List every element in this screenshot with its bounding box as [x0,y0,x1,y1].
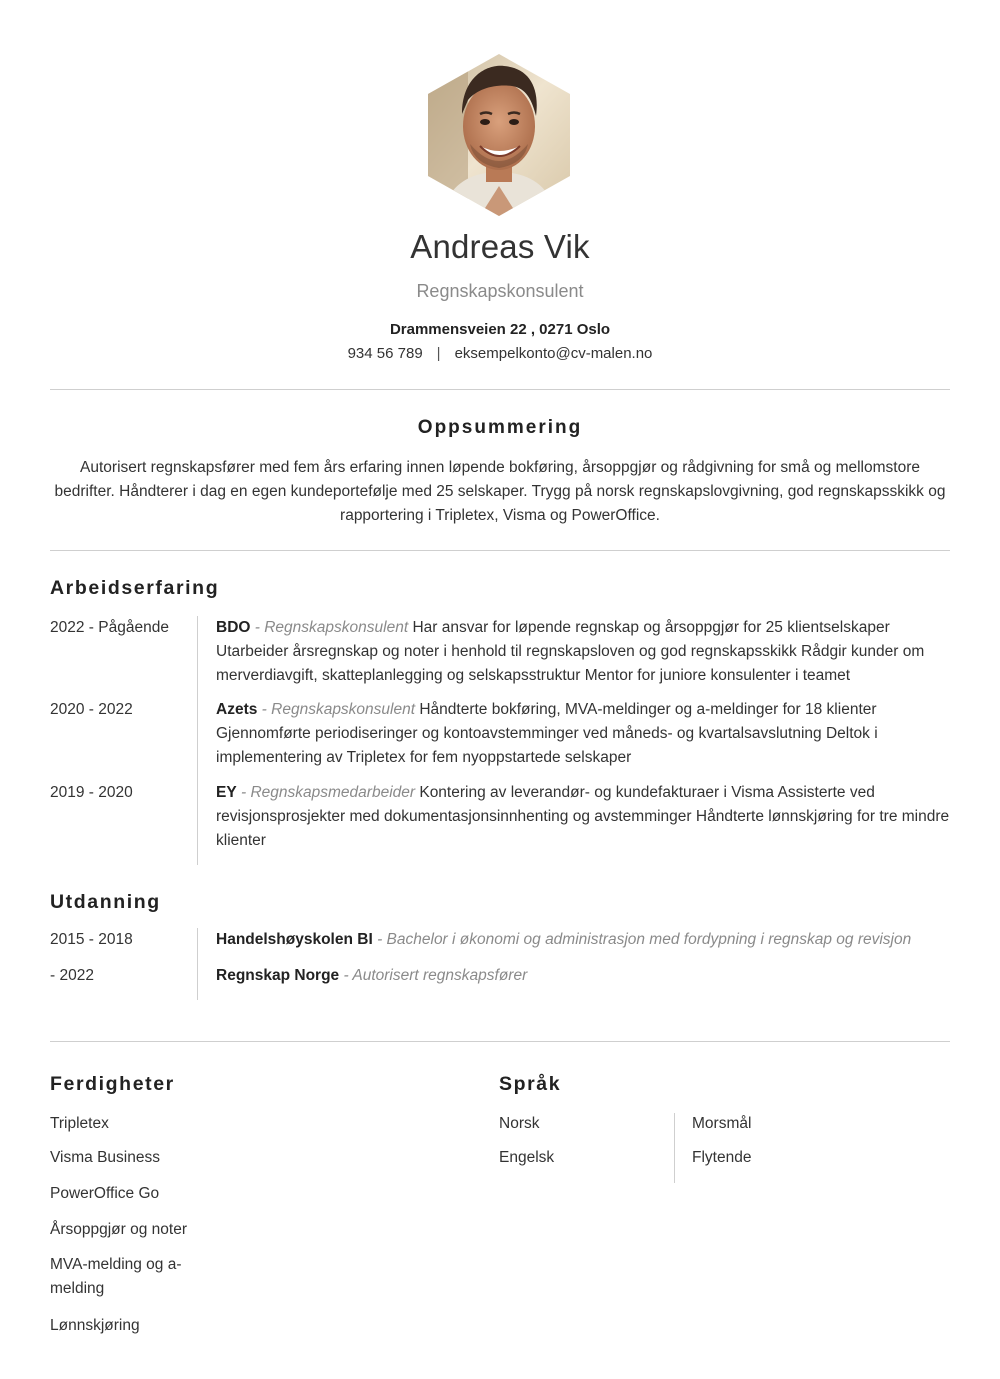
education-description [216,964,952,988]
languages-heading: Språk [499,1073,562,1095]
summary-heading: Oppsummering [417,417,583,438]
skill-item: MVA-melding og a-melding [50,1256,182,1297]
experience-details: Har ansvar for løpende regnskap og årsoppgjør for 25 klientselskaper Utarbeider årsregnskap og noter i henhold til regnskapsloven og god regnskapsskikk Rådgir kunder om merverdiavgift, skatteplanlegging og selskapsstruktur Mentor for juniore konsulenter i teamet [216,619,925,684]
job-title: Regnskapskonsulent [416,281,584,301]
education-date: 2015 - 2018 [50,931,133,948]
profile-photo [428,54,570,216]
language-name: Engelsk [499,1149,555,1166]
experience-details: Håndterte bokføring, MVA-meldinger og a-meldinger for 18 klienter Gjennomførte periodiseringer og kontoavstemminger ved måneds- og kvartalsavslutning Deltok i implementering av Tripletex for fem nyoppstartede selskaper [216,701,878,766]
timeline-line [197,616,198,865]
skill-item: Visma Business [50,1149,160,1166]
degree-dash: - [339,967,353,984]
contact-line [0,345,1000,362]
phone-number: 934 56 789 [347,345,423,362]
skills-heading: Ferdigheter [50,1073,175,1095]
experience-heading: Arbeidserfaring [50,577,220,599]
language-divider [674,1113,675,1183]
role: Regnskapsmedarbeider [250,784,416,801]
institution: Handelshøyskolen BI [216,931,373,948]
experience-description [216,781,952,853]
education-timeline [50,928,950,1000]
email-address[interactable]: eksempelkonto@cv-malen.no [454,345,653,362]
experience-date: 2020 - 2022 [50,701,133,718]
degree: Bachelor i økonomi og administrasjon med fordypning i regnskap og revisjon [386,931,912,948]
degree: Autorisert regnskapsfører [352,967,528,984]
employer: BDO [216,619,251,636]
divider [50,550,950,551]
experience-date: 2022 - Pågående [50,619,169,636]
employer: EY [216,784,237,801]
candidate-name: Andreas Vik [410,228,590,265]
skill-item: Tripletex [50,1115,109,1132]
role-dash: - [250,619,265,636]
experience-timeline [50,616,950,866]
address: Drammensveien 22 , 0271 Oslo [389,321,611,338]
degree-dash: - [372,931,387,948]
experience-description [216,616,952,688]
skill-item: Lønnskjøring [50,1317,140,1334]
divider [50,389,950,390]
education-date: - 2022 [50,967,94,984]
skill-item: Årsoppgjør og noter [50,1221,187,1238]
language-name: Norsk [499,1115,540,1132]
contact-separator: | [436,345,441,362]
role-dash: - [236,784,251,801]
institution: Regnskap Norge [216,967,340,984]
divider [50,1041,950,1042]
education-heading: Utdanning [50,891,161,913]
employer: Azets [216,701,258,718]
timeline-line [197,928,198,1000]
experience-date: 2019 - 2020 [50,784,133,801]
language-level: Flytende [692,1149,752,1166]
role-dash: - [257,701,272,718]
experience-description [216,698,952,770]
education-description [216,928,952,952]
summary-text: Autorisert regnskapsfører med fem års erfaring innen løpende bokføring, årsoppgjør og rådgivning for små og mellomstore bedrifter. Håndterer i dag en egen kundeportefølje med 25 selskaper. Trygg på norsk regnskapslovgivning, god regnskapsskikk og rapportering i Tripletex, Visma og PowerOffice. [54,459,946,524]
skill-item: PowerOffice Go [50,1185,160,1202]
role: Regnskapskonsulent [264,619,409,636]
role: Regnskapskonsulent [271,701,416,718]
experience-details: Kontering av leverandør- og kundefakturaer i Visma Assisterte ved revisjonsprosjekter med dokumentasjonsinnhenting og avstemminger Håndterte lønnskjøring for tre mindre klienter [216,784,950,849]
language-level: Morsmål [692,1115,752,1132]
